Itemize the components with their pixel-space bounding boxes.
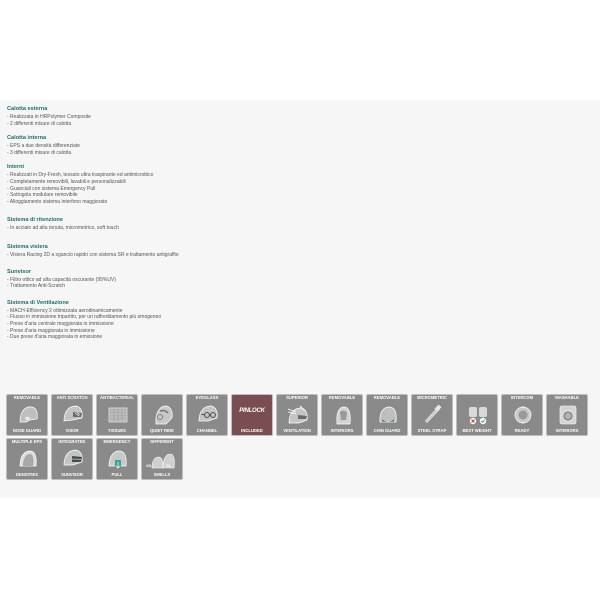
spec-section bbox=[7, 135, 427, 156]
feature-top-label: EMERGENCY bbox=[103, 439, 131, 444]
spec-item: - Guanciali con sistema Emergency Pull bbox=[7, 185, 96, 192]
feature-top-label: SUPERIOR bbox=[286, 395, 308, 400]
feature-top-label: REMOVABLE bbox=[13, 395, 41, 400]
feature-top-label: MICROMETRIC bbox=[416, 395, 447, 400]
section-title: Sistema di Ventilazione bbox=[7, 299, 69, 306]
feature-bottom-label: SHELLS bbox=[153, 472, 171, 478]
feature-bottom-label: NOSE GUARD bbox=[12, 428, 42, 434]
sunvisor-icon bbox=[61, 448, 85, 470]
spec-item: - Due prese d'aria maggiorata in emissione bbox=[7, 334, 103, 341]
feature-bottom-label: PULL bbox=[111, 472, 123, 478]
feature-bottom-label: VISOR bbox=[65, 428, 79, 434]
spec-item: - Realizzata in HRPolymer Composite bbox=[7, 114, 91, 120]
spec-item: - 2 differenti misure di calotta bbox=[7, 120, 72, 127]
feature-bottom-label: QUIET RIDE bbox=[150, 428, 174, 434]
feature-tile-visor bbox=[51, 394, 93, 436]
feature-tile-shells bbox=[141, 438, 183, 480]
feature-top-label: REMOVABLE bbox=[373, 395, 401, 400]
spec-item: - 3 differenti misure di calotta bbox=[7, 149, 72, 156]
spec-item: - Realizzati in Dry-Fresh, tessuto ultra traspirante ed antimicrobico bbox=[7, 172, 154, 179]
feature-top-label: DIFFERENT bbox=[150, 439, 174, 444]
feature-tile-sunvisor bbox=[51, 438, 93, 480]
quiet-ride-icon bbox=[151, 404, 175, 426]
feature-tile-washable bbox=[546, 394, 588, 436]
best-weight-icon bbox=[466, 404, 490, 426]
shell-size-large: XL bbox=[166, 463, 172, 468]
feature-top-label: MULTIPLE EPS bbox=[11, 439, 43, 444]
feature-tile-ventilation bbox=[276, 394, 318, 436]
spec-item: - EPS a due densità differenziate bbox=[7, 143, 81, 150]
tissues-icon bbox=[106, 404, 130, 426]
shell-size-small: XS bbox=[146, 463, 152, 468]
feature-tile-best-weight bbox=[456, 394, 498, 436]
feature-top-label: INTEGRATED bbox=[58, 439, 86, 444]
feature-tile-eps bbox=[6, 438, 48, 480]
feature-top-label: ANTIBACTERIAL bbox=[100, 395, 134, 400]
feature-bottom-label: BEST WEIGHT bbox=[462, 428, 492, 434]
spec-item: - Flusso in immissione tripartito, per un raffreddamento più omogeneo bbox=[7, 314, 162, 321]
section-title: Calotta esterna bbox=[7, 106, 48, 112]
spec-item: - Completamente removibili, lavabili e personalizzabili bbox=[7, 178, 126, 185]
spec-section bbox=[7, 106, 427, 127]
feature-tile-steel-strap bbox=[411, 394, 453, 436]
feature-bottom-label: DENSITIES bbox=[15, 472, 39, 478]
feature-top-label: WASHABLE bbox=[555, 395, 579, 400]
feature-bottom-label: INTERIORS bbox=[555, 428, 579, 434]
spec-section bbox=[7, 300, 427, 341]
spec-section bbox=[7, 269, 427, 290]
feature-bottom-label: VENTILATION bbox=[283, 428, 311, 434]
feature-tile-eyeglass bbox=[186, 394, 228, 436]
spec-section bbox=[7, 244, 427, 259]
visor-icon bbox=[61, 404, 85, 426]
spec-section bbox=[7, 217, 427, 232]
section-title: Calotta interna bbox=[7, 135, 47, 142]
steel-strap-icon bbox=[421, 404, 445, 426]
feature-bottom-label: CHANNEL bbox=[196, 428, 218, 434]
feature-bottom-label: CHIN GUARD bbox=[373, 428, 401, 434]
shells-icon bbox=[151, 448, 175, 470]
feature-bottom-label: READY bbox=[514, 428, 530, 434]
nose-guard-icon bbox=[16, 404, 40, 426]
ventilation-icon bbox=[286, 404, 310, 426]
spec-item: - Visiera Racing 2D a sgancio rapido con sistema SR e trattamento antigraffio bbox=[7, 251, 179, 258]
section-title: Sunvisor bbox=[7, 268, 31, 275]
spec-item: - Sottogola modulare removibile bbox=[7, 192, 78, 199]
chin-guard-icon bbox=[376, 404, 400, 426]
feature-top-label: REMOVABLE bbox=[328, 395, 356, 400]
feature-tile-intercom bbox=[501, 394, 543, 436]
spec-section bbox=[7, 164, 427, 205]
section-title: Sistema di ritenzione bbox=[7, 217, 63, 224]
spec-item: - In acciaio ad alta tenuta, micrometrico, soft touch bbox=[7, 225, 119, 232]
feature-top-label: EYEGLASS bbox=[195, 395, 219, 400]
feature-bottom-label: STEEL STRAP bbox=[417, 428, 447, 434]
feature-tile-nose-guard bbox=[6, 394, 48, 436]
eyeglass-icon bbox=[196, 404, 220, 426]
feature-top-label: ANTI SCRATCH bbox=[56, 395, 88, 400]
feature-bottom-label: TISSUES bbox=[108, 428, 126, 434]
feature-tile-chin-guard bbox=[366, 394, 408, 436]
feature-tile-pinlock bbox=[231, 394, 273, 436]
spec-item: - MACH-Efficiency 2 ottimizzata aerodinamicamente bbox=[7, 307, 123, 314]
spec-item: - Prese d'aria maggiorata in immissione bbox=[7, 327, 95, 334]
feature-bottom-label: INTERIORS bbox=[330, 428, 354, 434]
washable-icon bbox=[556, 404, 580, 426]
feature-tile-quiet-ride bbox=[141, 394, 183, 436]
intercom-icon bbox=[511, 404, 535, 426]
feature-top-label: INTERCOM bbox=[510, 395, 534, 400]
feature-tile-tissues bbox=[96, 394, 138, 436]
emergency-pull-icon bbox=[106, 448, 130, 470]
spec-item: - Alloggiamento sistema interfono maggiorato bbox=[7, 198, 108, 205]
specs-list bbox=[7, 106, 427, 349]
eps-icon bbox=[16, 448, 40, 470]
pinlock-icon: PINLOCK bbox=[239, 408, 265, 414]
feature-bottom-label: SUNVISOR bbox=[61, 472, 83, 478]
feature-bottom-label: INCLUDED bbox=[241, 428, 263, 434]
spec-item: - Filtro ottico ad alta capacità oscurante (95%UV) bbox=[7, 276, 116, 283]
feature-tile-interiors bbox=[321, 394, 363, 436]
spec-item: - Prese d'aria centrale maggiorata in immissione bbox=[7, 320, 114, 327]
interiors-icon bbox=[331, 404, 355, 426]
section-title: Sistema visiera bbox=[7, 243, 48, 250]
section-title: Interni bbox=[7, 164, 25, 171]
feature-tile-emergency-pull bbox=[96, 438, 138, 480]
feature-icons-grid bbox=[6, 394, 596, 480]
spec-item: - Trattamento Anti-Scratch bbox=[7, 283, 66, 290]
